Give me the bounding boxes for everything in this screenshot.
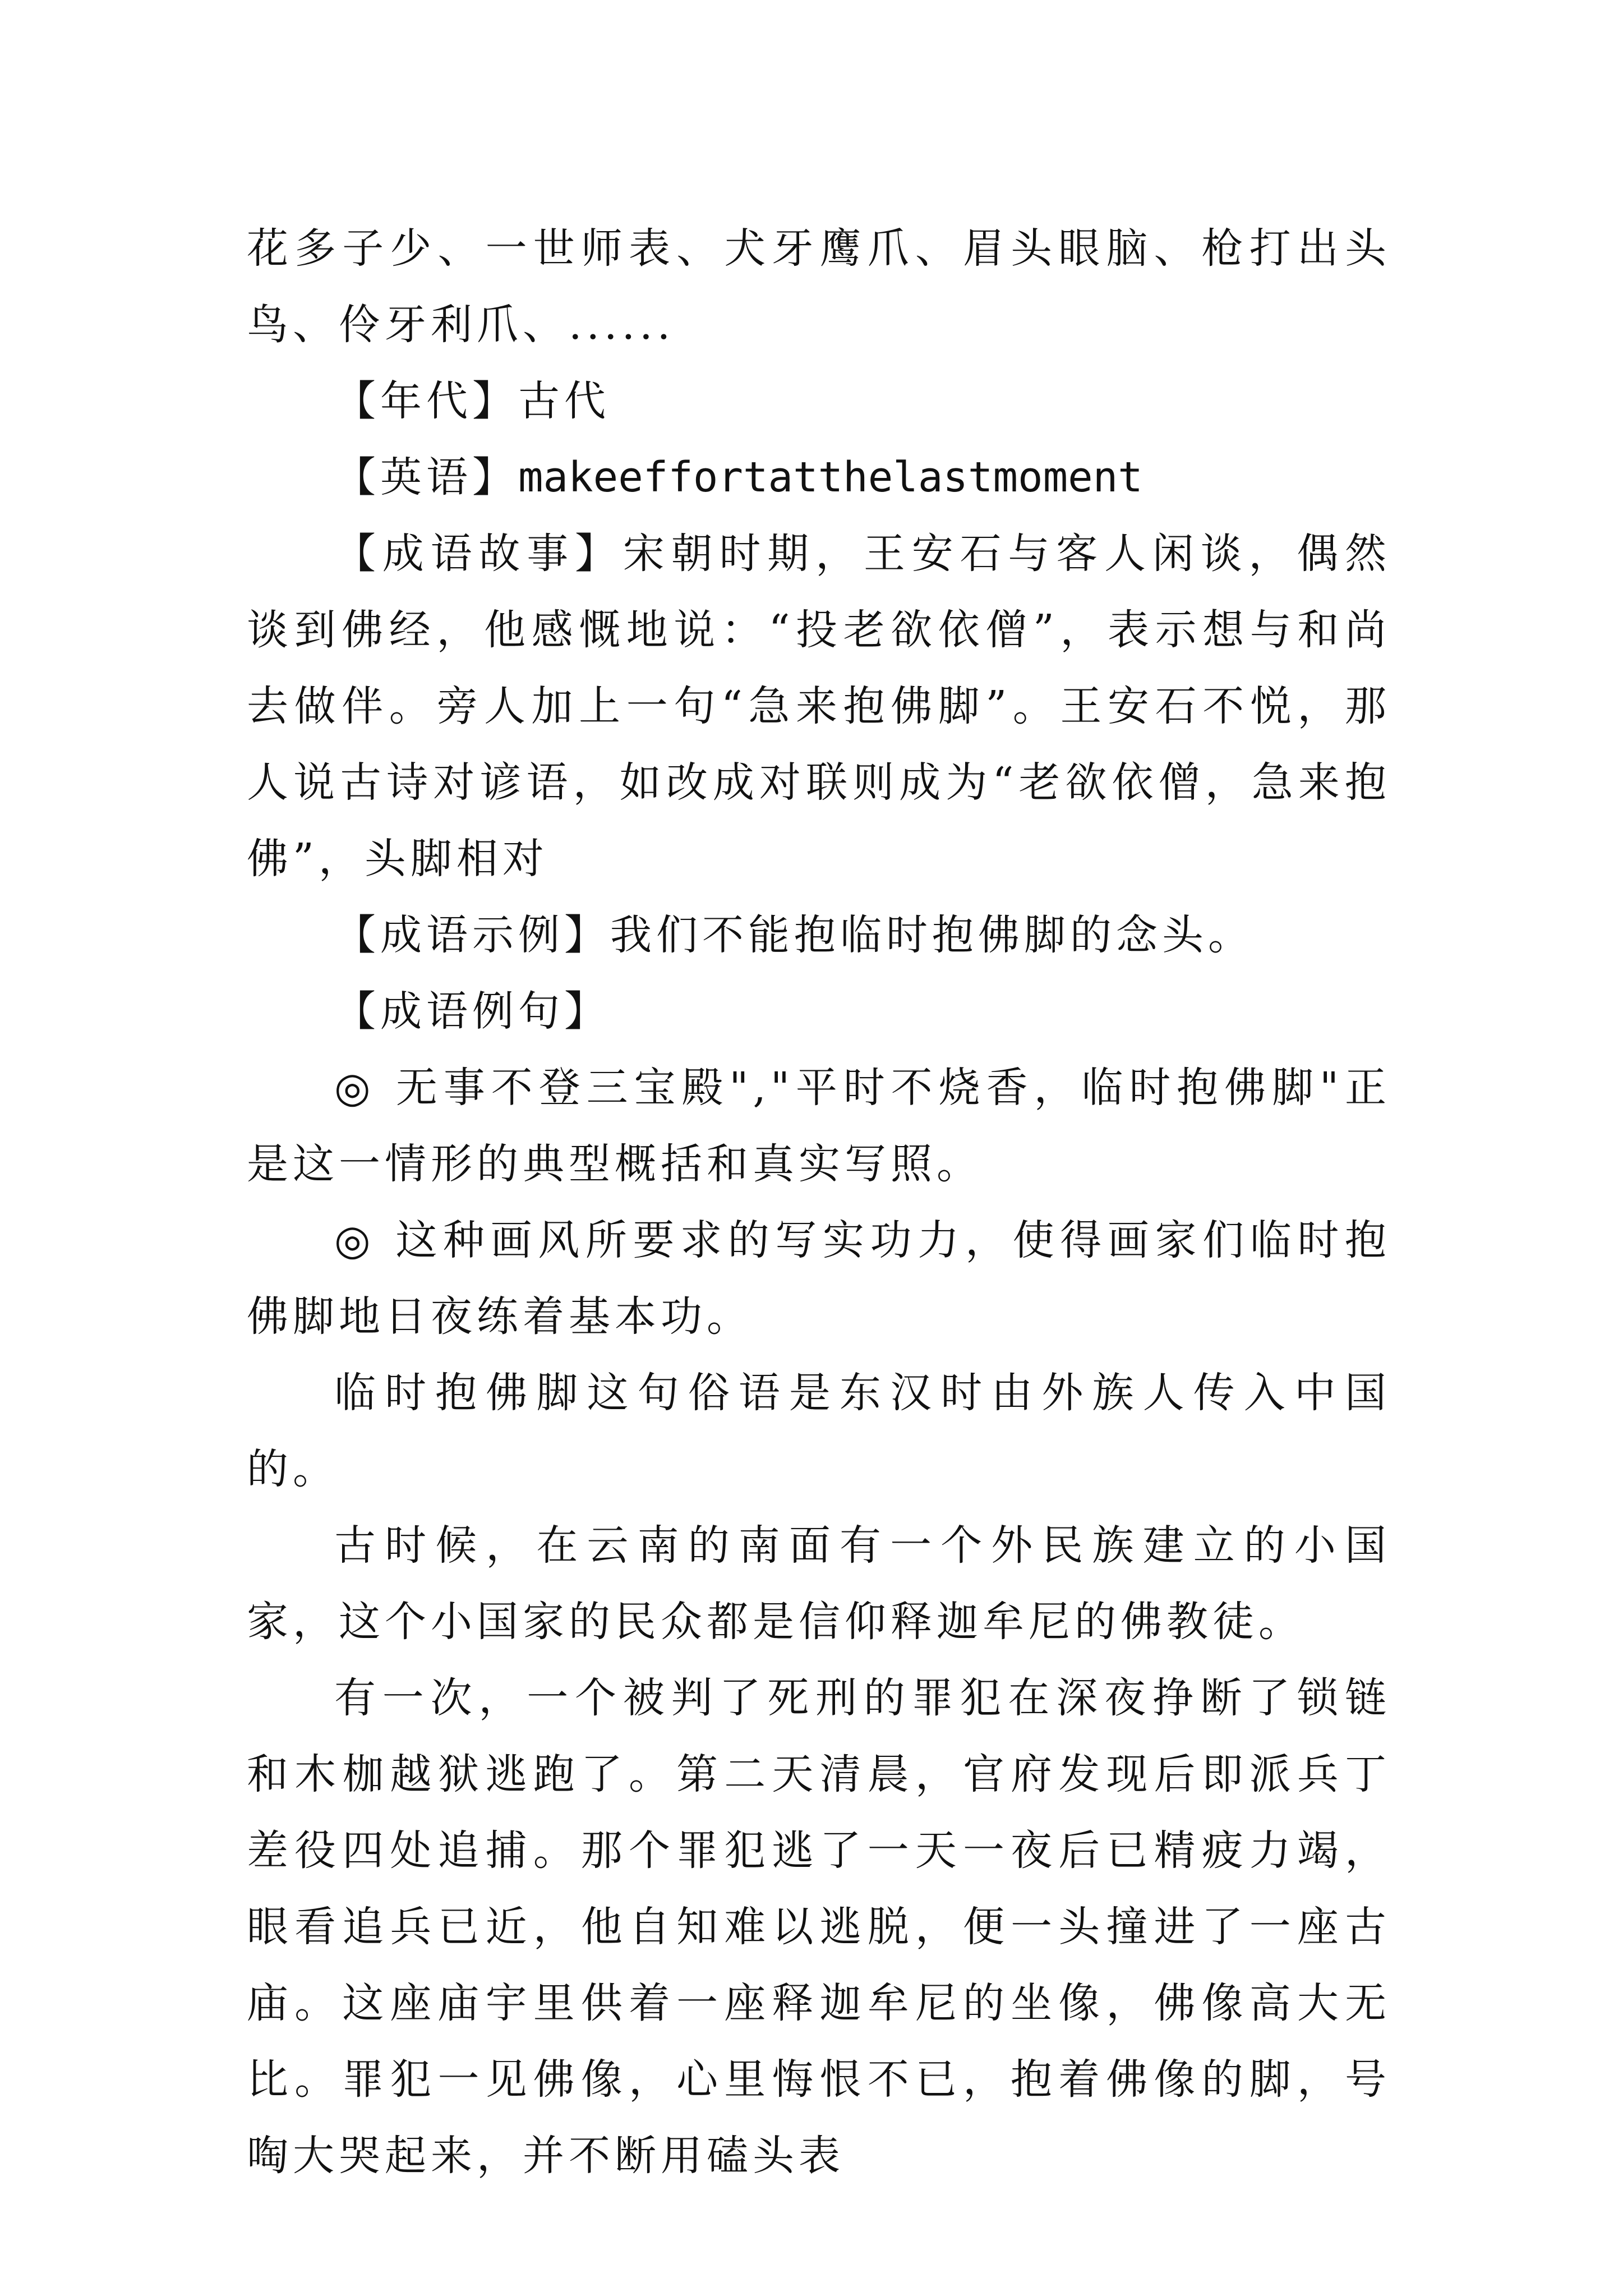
paragraph-example: 【成语示例】我们不能抱临时抱佛脚的念头。 [334, 911, 1254, 959]
document-body [247, 210, 1391, 2194]
english-label: 【英语】 [334, 453, 518, 501]
paragraph-sentence-2: ◎ 这种画风所要求的写实功力，使得画家们临时抱佛脚地日夜练着基本功。 [247, 1216, 1391, 1341]
paragraph-era: 【年代】古代 [334, 377, 610, 425]
paragraph-origin: 临时抱佛脚这句俗语是东汉时由外族人传入中国的。 [247, 1369, 1391, 1493]
paragraph-story: 【成语故事】宋朝时期，王安石与客人闲谈，偶然谈到佛经，他感慨地说：“投老欲依僧”，表示想与和尚去做伴。旁人加上一句“急来抱佛脚”。王安石不悦，那人说古诗对谚语，如改成对联则成为“老欲依僧，急来抱佛”，头脚相对 [247, 530, 1391, 883]
paragraph-sentences-heading: 【成语例句】 [334, 987, 610, 1036]
paragraph-criminal: 有一次，一个被判了死刑的罪犯在深夜挣断了锁链和木枷越狱逃跑了。第二天清晨，官府发现后即派兵丁差役四处追捕。那个罪犯逃了一天一夜后已精疲力竭，眼看追兵已近，他自知难以逃脱，便一头撞进了一座古庙。这座庙宇里供着一座释迦牟尼的坐像，佛像高大无比。罪犯一见佛像，心里悔恨不已，抱着佛像的脚，号啕大哭起来，并不断用磕头表 [247, 1674, 1391, 2180]
paragraph-idiom-list: 花多子少、一世师表、犬牙鹰爪、眉头眼脑、枪打出头鸟、伶牙利爪、...... [247, 224, 1391, 349]
paragraph-sentence-1: ◎ 无事不登三宝殿","平时不烧香，临时抱佛脚"正是这一情形的典型概括和真实写照。 [247, 1064, 1391, 1188]
paragraph-ancient: 古时候，在云南的南面有一个外民族建立的小国家，这个小国家的民众都是信仰释迦牟尼的佛教徒。 [247, 1521, 1391, 1646]
english-value: makeeffortatthelastmoment [518, 453, 1143, 501]
paragraph-english [247, 439, 1391, 516]
